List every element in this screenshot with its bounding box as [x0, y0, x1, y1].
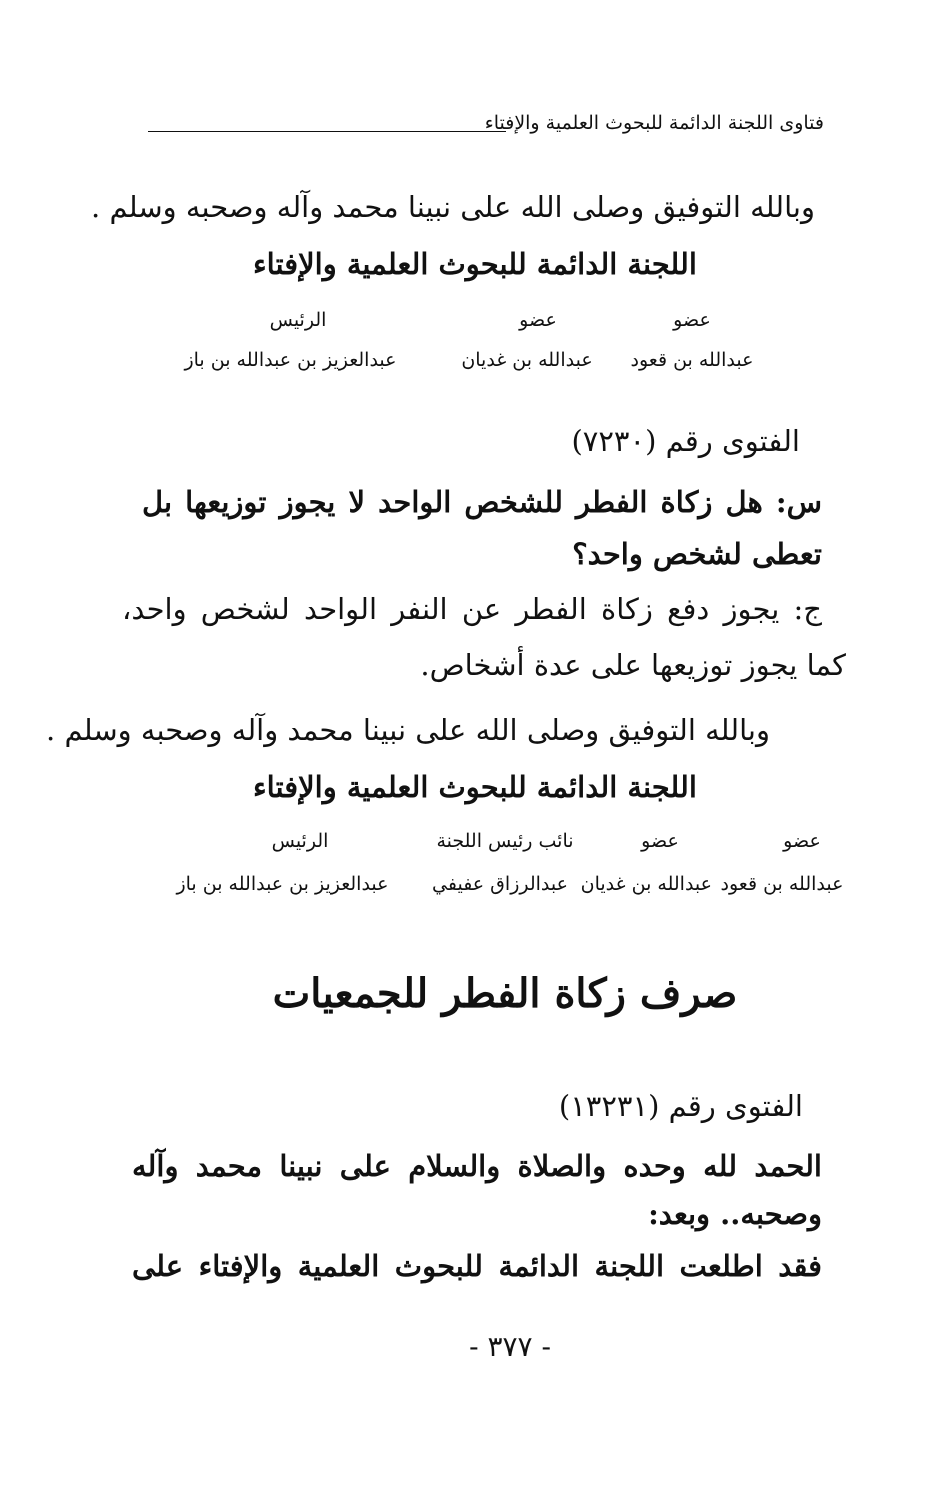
intro-line-2: وصحبه.. وبعد: [648, 1197, 822, 1231]
question-line-2: تعطى لشخص واحد؟ [572, 537, 822, 571]
signatory-name: عبدالعزيز بن عبدالله بن باز [176, 873, 389, 895]
signatory-role: عضو [641, 830, 679, 852]
question-7230 [142, 484, 822, 572]
section-heading: صرف زكاة الفطر للجمعيات [272, 970, 738, 1017]
running-header-title: فتاوى اللجنة الدائمة للبحوث العلمية والإفتاء [484, 112, 824, 134]
body-line-1: فقد اطلعت اللجنة الدائمة للبحوث العلمية والإفتاء على [132, 1249, 822, 1283]
question-line-1: س: هل زكاة الفطر للشخص الواحد لا يجوز توزيعها بل [142, 485, 822, 519]
signatory-name: عبدالله بن قعود [630, 349, 754, 371]
signatory-role: عضو [673, 309, 711, 331]
intro-line-1: الحمد لله وحده والصلاة والسلام على نبينا محمد وآله [132, 1149, 822, 1183]
signatory-role: عضو [519, 309, 557, 331]
header-rule [148, 131, 506, 132]
closing-line-1: وبالله التوفيق وصلى الله على نبينا محمد وآله وصحبه وسلم . [91, 190, 815, 224]
signatory-role: نائب رئيس اللجنة [436, 830, 574, 852]
signatory-name: عبدالله بن قعود [720, 873, 844, 895]
committee-title-1: اللجنة الدائمة للبحوث العلمية والإفتاء [253, 247, 697, 281]
intro-13231 [132, 1148, 822, 1232]
answer-line-2: كما يجوز توزيعها على عدة أشخاص. [420, 648, 846, 682]
answer-line-1: ج: يجوز دفع زكاة الفطر عن النفر الواحد لشخص واحد، [122, 592, 822, 626]
committee-title-2: اللجنة الدائمة للبحوث العلمية والإفتاء [253, 770, 697, 804]
signatory-role: عضو [783, 830, 821, 852]
body-13231 [132, 1248, 822, 1284]
closing-line-2: وبالله التوفيق وصلى الله على نبينا محمد وآله وصحبه وسلم . [46, 713, 770, 747]
answer-7230 [102, 591, 846, 683]
fatwa-number-7230: الفتوى رقم (٧٢٣٠) [571, 424, 800, 458]
fatwa-number-13231: الفتوى رقم (١٣٢٣١) [558, 1089, 803, 1123]
signatory-name: عبدالعزيز بن عبدالله بن باز [184, 349, 397, 371]
signatory-name: عبدالله بن غديان [461, 349, 593, 371]
page-number: - ٣٧٧ - [469, 1330, 551, 1363]
signatory-role: الرئيس [271, 830, 329, 852]
signatory-name: عبدالله بن غديان [580, 873, 712, 895]
signatory-name: عبدالرزاق عفيفي [432, 873, 568, 895]
signatory-role: الرئيس [269, 309, 327, 331]
